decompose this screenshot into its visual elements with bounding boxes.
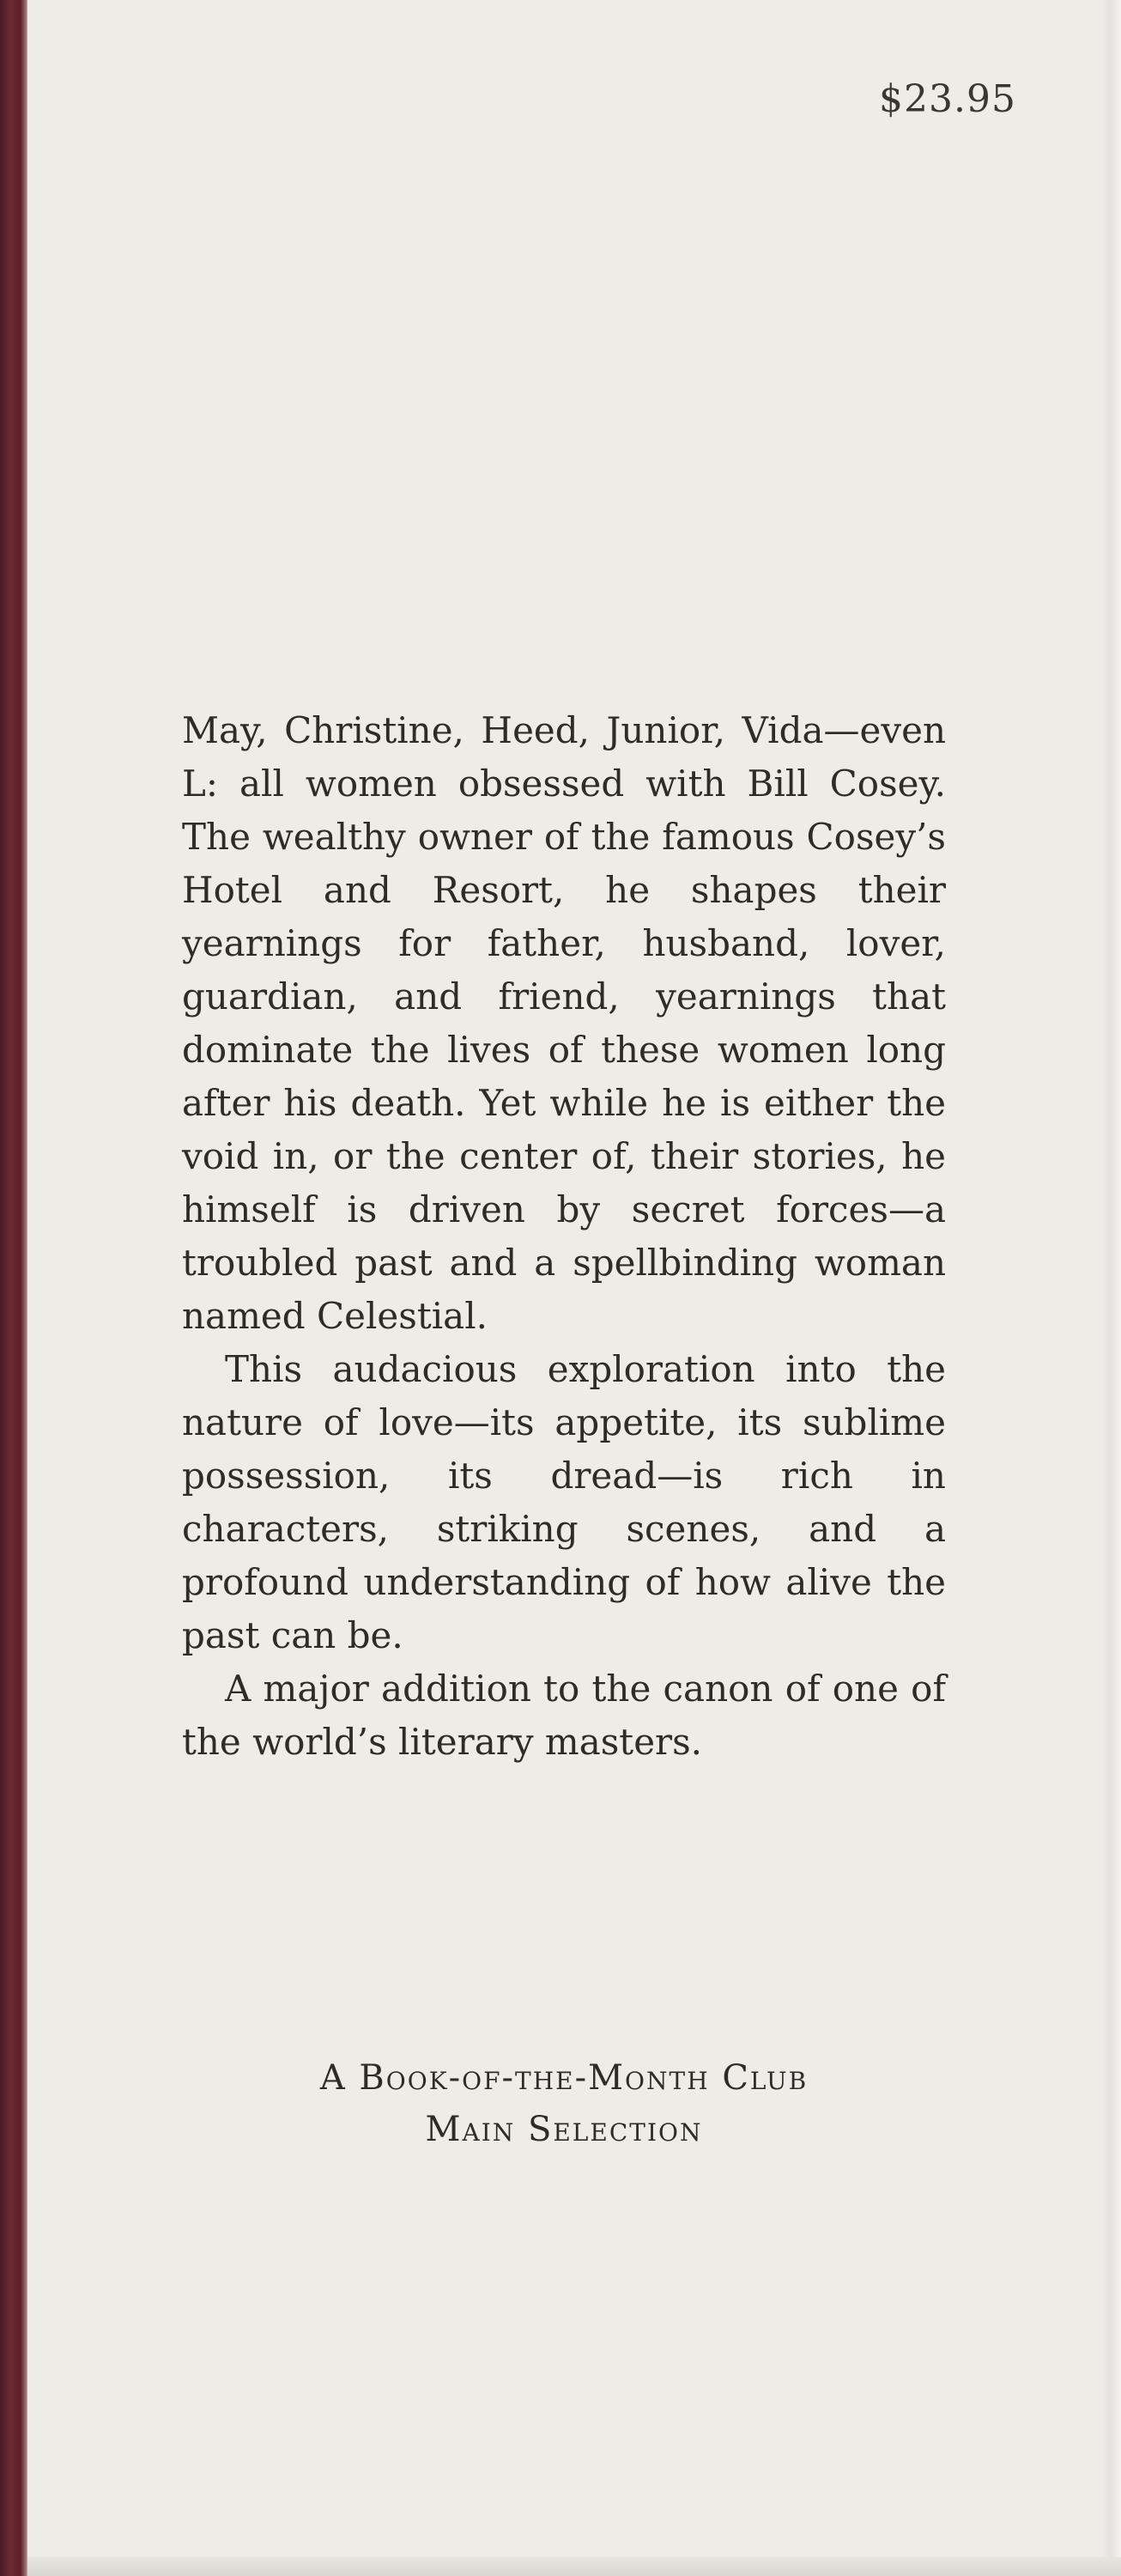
club-line-2: Main Selection	[425, 2110, 703, 2149]
page-right-edge	[1102, 0, 1121, 2576]
book-spine-edge	[0, 0, 27, 2576]
flap-blurb	[182, 704, 946, 1769]
blurb-paragraph-2: This audacious exploration into the nature of love—its appetite, its sublime possession, its dread—is rich in characters, striking scenes, and a profound understanding of how alive the past can be.	[182, 1348, 946, 1656]
blurb-paragraph-1: May, Christine, Heed, Junior, Vida—even L: all women obsessed with Bill Cosey. The wealthy owner of the famous Cosey’s Hotel and Resort, he shapes their yearnings for father, husband, lover, guardian, and friend, yearnings that dominate the lives of these women long after his death. Yet while he is either the void in, or the center of, their stories, he himself is driven by secret forces—a troubled past and a spellbinding woman named Celestial.	[182, 709, 946, 1337]
club-line-1: A Book-of-the-Month Club	[319, 2058, 809, 2098]
blurb-paragraph-3: A major addition to the canon of one of the world’s literary masters.	[182, 1668, 946, 1763]
price-label: $23.95	[879, 77, 1016, 121]
page-bottom-edge	[27, 2557, 1121, 2576]
club-selection-note	[182, 2052, 946, 2155]
